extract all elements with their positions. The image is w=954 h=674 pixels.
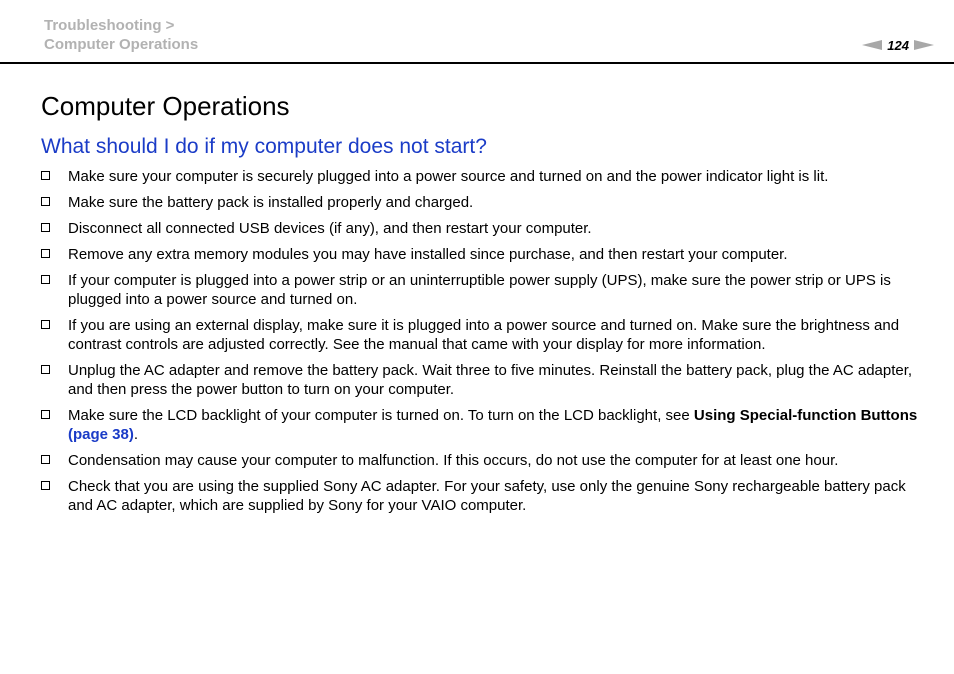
list-item-text: Make sure your computer is securely plugged into a power source and turned on and the power indicator light is lit. [68, 168, 829, 185]
list-item-text: Condensation may cause your computer to malfunction. If this occurs, do not use the computer for at least one hour. [68, 452, 839, 469]
breadcrumb-parent[interactable]: Troubleshooting > [44, 17, 175, 34]
list-item [40, 167, 920, 186]
list-item [40, 193, 920, 212]
list-item [40, 451, 920, 470]
breadcrumb [44, 16, 198, 54]
checkbox-bullet-icon [41, 249, 50, 258]
list-item-text: If you are using an external display, make sure it is plugged into a power source and turned on. Make sure the brightness and contrast controls are adjusted correctly. See the manual that came with your display for more information. [68, 317, 900, 353]
page-title: Computer Operations [41, 91, 290, 121]
list-item [40, 406, 920, 444]
page-navigation [862, 37, 934, 53]
header-divider [0, 62, 954, 64]
list-item [40, 477, 920, 515]
section-heading: What should I do if my computer does not start? [41, 135, 487, 158]
checkbox-bullet-icon [41, 223, 50, 232]
list-item-text: Make sure the LCD backlight of your computer is turned on. To turn on the LCD backlight, see [68, 407, 694, 424]
checkbox-bullet-icon [41, 365, 50, 374]
list-item-text: Make sure the battery pack is installed properly and charged. [68, 194, 474, 211]
checkbox-bullet-icon [41, 481, 50, 490]
list-item-text: Unplug the AC adapter and remove the battery pack. Wait three to five minutes. Reinstall the battery pack, plug the AC adapter, and then press the power button to turn on your computer. [68, 362, 913, 398]
previous-page-arrow-icon[interactable] [862, 40, 882, 50]
list-item-text-end: . [133, 426, 139, 443]
checkbox-bullet-icon [41, 455, 50, 464]
page-number: 124 [887, 37, 909, 53]
checkbox-bullet-icon [41, 320, 50, 329]
checkbox-bullet-icon [41, 275, 50, 284]
special-function-buttons-reference: Using Special-function Buttons [693, 407, 918, 424]
list-item [40, 271, 920, 309]
list-item [40, 316, 920, 354]
list-item-text: Check that you are using the supplied Sony AC adapter. For your safety, use only the genuine Sony rechargeable battery pack and AC adapter, which are supplied by Sony for your VAIO computer. [68, 478, 906, 514]
checkbox-bullet-icon [41, 197, 50, 206]
page-38-link[interactable]: (page 38) [68, 426, 134, 443]
next-page-arrow-icon[interactable] [914, 40, 934, 50]
list-item-text: If your computer is plugged into a power strip or an uninterruptible power supply (UPS), make sure the power strip or UPS is plugged into a power source and turned on. [68, 272, 891, 308]
list-item [40, 245, 920, 264]
list-item [40, 361, 920, 399]
troubleshooting-list [40, 167, 920, 522]
list-item-text: Disconnect all connected USB devices (if any), and then restart your computer. [68, 220, 592, 237]
checkbox-bullet-icon [41, 171, 50, 180]
checkbox-bullet-icon [41, 410, 50, 419]
breadcrumb-current: Computer Operations [44, 36, 199, 53]
list-item [40, 219, 920, 238]
list-item-text: Remove any extra memory modules you may have installed since purchase, and then restart your computer. [68, 246, 788, 263]
